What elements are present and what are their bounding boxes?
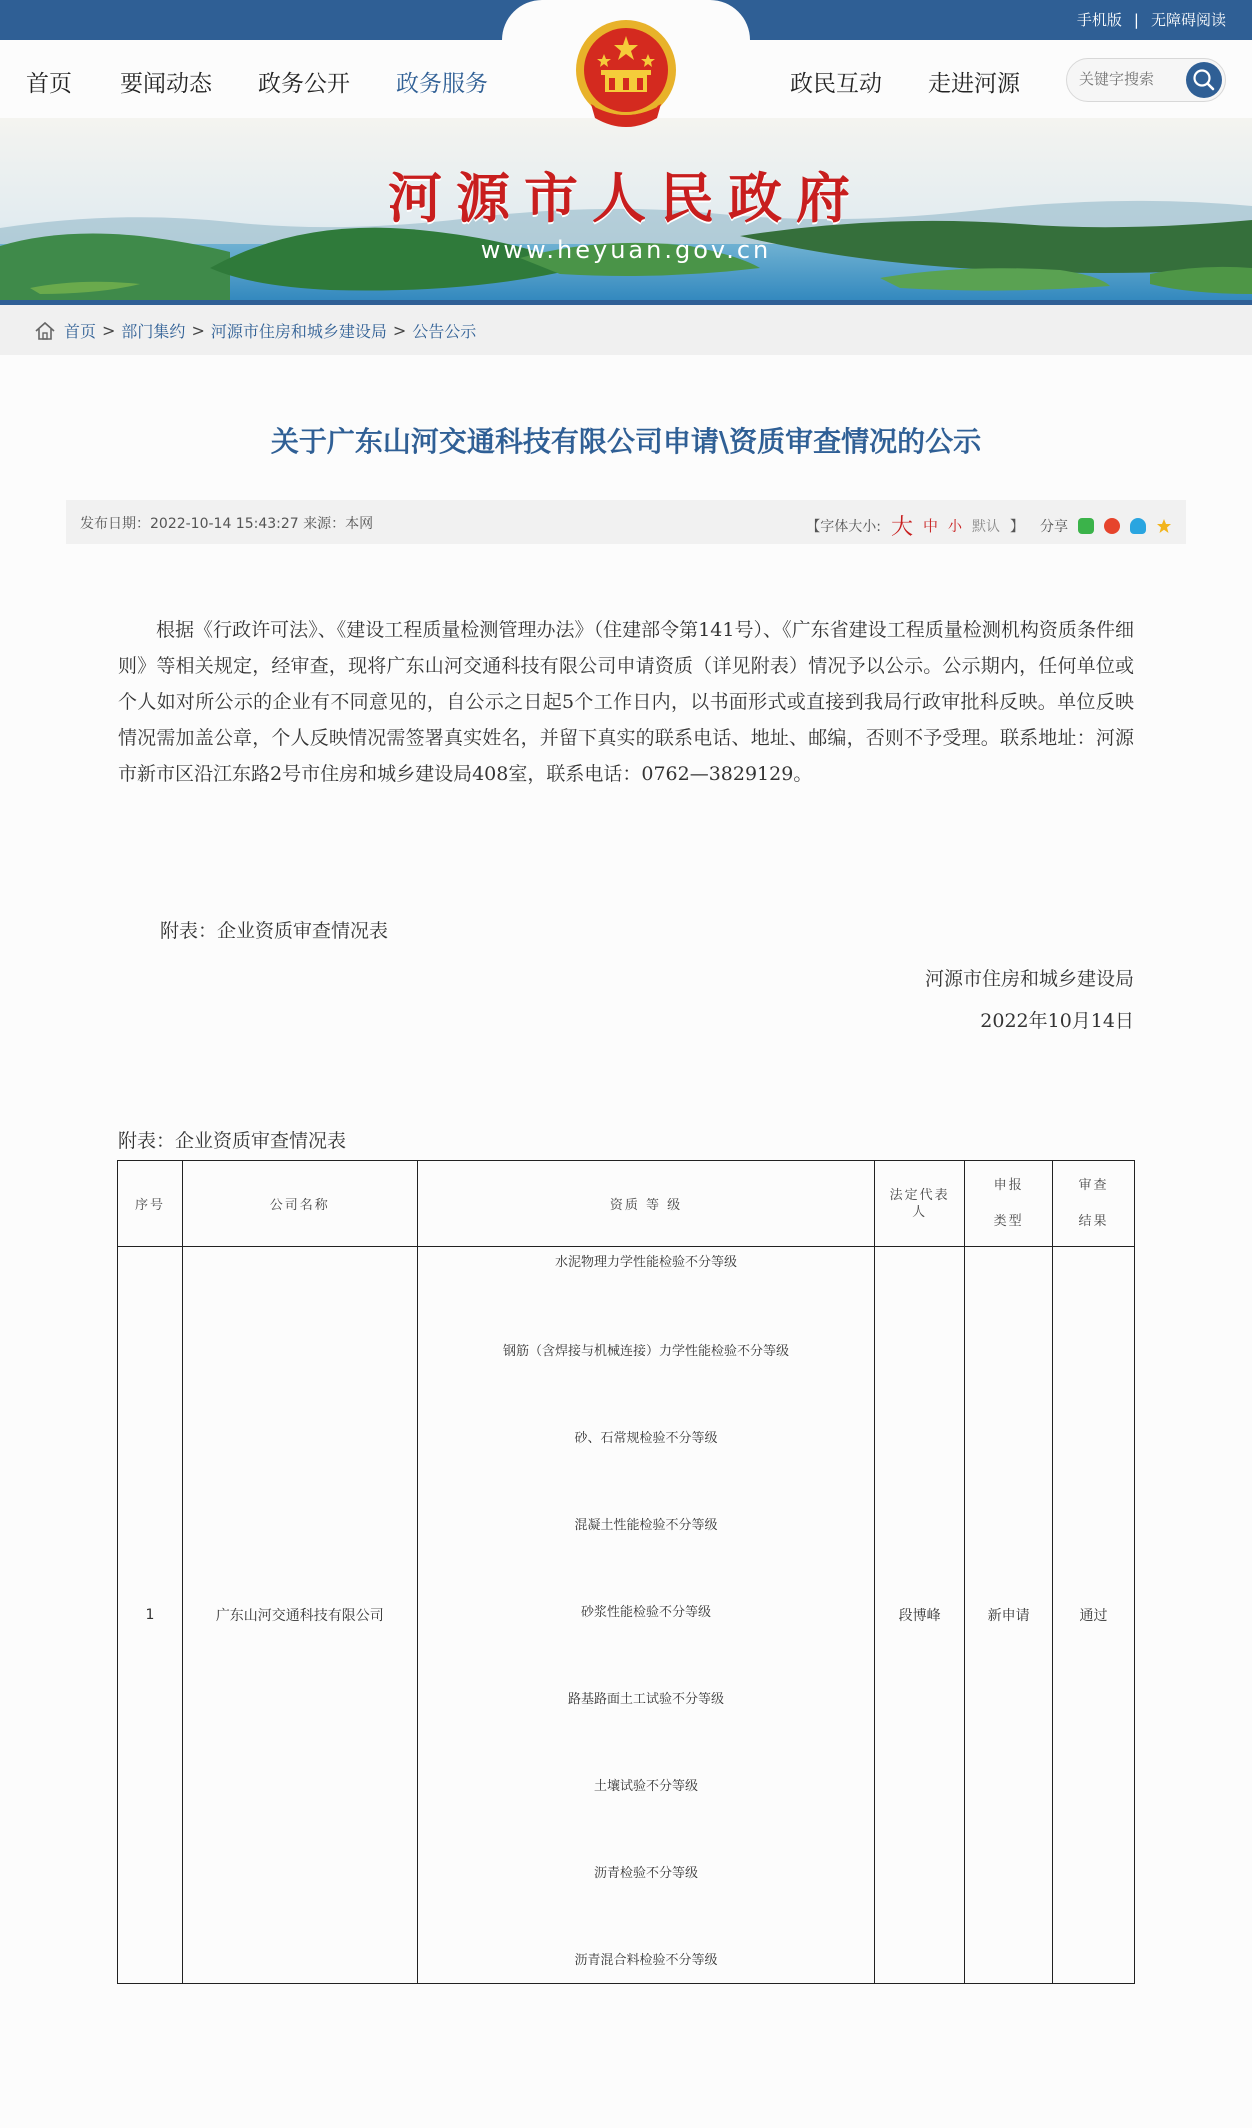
nav-gov-services[interactable]: 政务服务 xyxy=(396,71,488,97)
header-result-line2: 结果 xyxy=(1078,1213,1109,1229)
header-apply-type-line2: 类型 xyxy=(993,1213,1024,1229)
search-input[interactable] xyxy=(1079,70,1179,88)
breadcrumb-announcements[interactable]: 公告公示 xyxy=(412,322,477,341)
header-no: 序号 xyxy=(118,1161,183,1247)
table-header-row xyxy=(118,1161,1135,1247)
wechat-share-icon[interactable] xyxy=(1078,518,1094,534)
breadcrumb-housing-bureau[interactable]: 河源市住房和城乡建设局 xyxy=(210,322,387,341)
breadcrumb-separator: > xyxy=(191,321,205,340)
cell-no: 1 xyxy=(118,1247,183,1984)
header-result-line1: 审查 xyxy=(1078,1177,1109,1193)
sign-date: 2022年10月14日 xyxy=(980,1010,1134,1032)
publish-info: 发布日期：2022-10-14 15:43:27 来源：本网 xyxy=(80,516,374,532)
header-apply-type xyxy=(965,1161,1053,1247)
signature-block xyxy=(925,958,1134,1042)
breadcrumb xyxy=(0,305,1252,355)
breadcrumb-separator: > xyxy=(392,321,407,340)
search-button[interactable] xyxy=(1186,62,1222,98)
header-company: 公司名称 xyxy=(182,1161,417,1247)
grade-item: 土壤试验不分等级 xyxy=(593,1779,698,1794)
qualification-table xyxy=(117,1160,1135,1984)
article-meta-bar xyxy=(66,500,1186,544)
search-icon xyxy=(1186,62,1222,98)
qq-share-icon[interactable] xyxy=(1130,518,1146,534)
weibo-share-icon[interactable] xyxy=(1104,518,1120,534)
breadcrumb-separator: > xyxy=(102,321,116,340)
banner-title: 河源市人民政府 xyxy=(388,166,864,230)
grade-item: 沥青混合料检验不分等级 xyxy=(574,1953,718,1968)
article-tools xyxy=(806,510,1172,541)
article-title: 关于广东山河交通科技有限公司申请\资质审查情况的公示 xyxy=(270,425,982,458)
attachment-note: 附表：企业资质审查情况表 xyxy=(160,920,389,942)
nav-public-affairs[interactable]: 政务公开 xyxy=(258,71,350,97)
top-links xyxy=(1077,9,1226,30)
nav-about-heyuan[interactable]: 走进河源 xyxy=(928,71,1020,97)
font-size-large[interactable]: 大 xyxy=(890,515,913,540)
nav-news[interactable]: 要闻动态 xyxy=(120,71,212,97)
nav-home[interactable]: 首页 xyxy=(26,71,72,97)
table-row xyxy=(118,1247,1135,1984)
share-label: 分享 xyxy=(1040,518,1068,535)
home-icon xyxy=(34,320,56,342)
font-size-close: 】 xyxy=(1010,518,1024,535)
accessible-reading-link[interactable]: 无障碍阅读 xyxy=(1150,11,1226,29)
banner-url: www.heyuan.gov.cn xyxy=(480,236,772,264)
font-size-label: 【字体大小: xyxy=(806,518,881,535)
grade-item: 钢筋（含焊接与机械连接）力学性能检验不分等级 xyxy=(502,1344,789,1359)
breadcrumb-departments[interactable]: 部门集约 xyxy=(121,322,186,341)
cell-legal-rep: 段博峰 xyxy=(875,1247,965,1984)
font-size-default[interactable]: 默认 xyxy=(972,518,1000,535)
cell-result: 通过 xyxy=(1053,1247,1135,1984)
grade-item: 混凝土性能检验不分等级 xyxy=(574,1518,718,1533)
font-size-small[interactable]: 小 xyxy=(948,518,962,535)
breadcrumb-home[interactable]: 首页 xyxy=(64,322,97,341)
mobile-version-link[interactable]: 手机版 xyxy=(1076,11,1122,29)
signer: 河源市住房和城乡建设局 xyxy=(924,968,1134,990)
top-links-separator: | xyxy=(1133,11,1139,29)
banner xyxy=(0,118,1252,304)
nav-interaction[interactable]: 政民互动 xyxy=(790,71,882,97)
cell-grades xyxy=(417,1247,875,1984)
cell-apply-type: 新申请 xyxy=(965,1247,1053,1984)
grade-item: 水泥物理力学性能检验不分等级 xyxy=(554,1255,737,1270)
font-size-medium[interactable]: 中 xyxy=(922,517,938,535)
article-body xyxy=(118,612,1134,792)
header-grade: 资质 等 级 xyxy=(417,1161,875,1247)
favorite-star-icon[interactable] xyxy=(1156,518,1172,534)
article-paragraph: 根据《行政许可法》、《建设工程质量检测管理办法》（住建部令第141号）、《广东省建设工程质量检测机构资质条件细则》等相关规定，经审查，现将广东山河交通科技有限公司申请资质（详见附表）情况予以公示。公示期内，任何单位或个人如对所公示的企业有不同意见的，自公示之日起5个工作日内，以书面形式或直接到我局行政审批科反映。单位反映情况需加盖公章，个人反映情况需签署真实姓名，并留下真实的联系电话、地址、邮编，否则不予受理。联系地址：河源市新市区沿江东路2号市住房和城乡建设局408室，联系电话：0762—3829129。 xyxy=(118,619,1134,785)
header-legal-rep: 法定代表人 xyxy=(875,1161,965,1247)
national-emblem-icon xyxy=(571,18,681,136)
search-box xyxy=(1066,58,1226,102)
table-caption: 附表：企业资质审查情况表 xyxy=(118,1130,347,1152)
header-result xyxy=(1053,1161,1135,1247)
header-apply-type-line1: 申报 xyxy=(993,1177,1024,1193)
grade-item: 路基路面土工试验不分等级 xyxy=(567,1692,724,1707)
cell-company: 广东山河交通科技有限公司 xyxy=(182,1247,417,1984)
grade-item: 沥青检验不分等级 xyxy=(593,1866,698,1881)
grade-item: 砂、石常规检验不分等级 xyxy=(574,1431,718,1446)
grade-item: 砂浆性能检验不分等级 xyxy=(580,1605,711,1620)
